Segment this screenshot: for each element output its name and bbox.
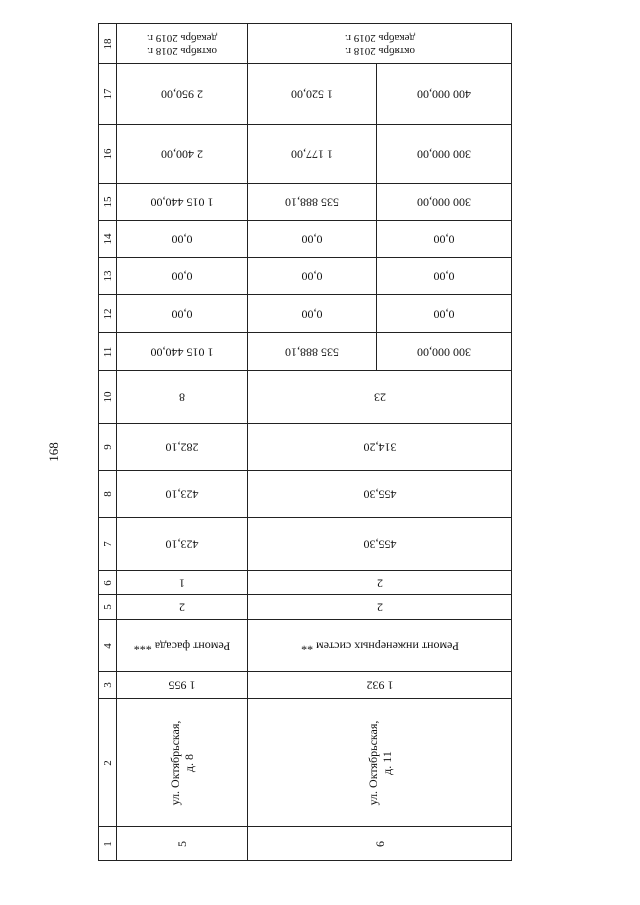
cell: 0,00	[116, 295, 247, 332]
table-row	[98, 620, 512, 672]
cell: ул. Октябрьская, д. 8	[116, 699, 247, 826]
column-number: 16	[98, 125, 116, 183]
column-number: 14	[98, 221, 116, 257]
cell: 5	[116, 827, 247, 860]
cell: 2 950,00	[116, 64, 247, 124]
cell: 2	[247, 571, 512, 594]
cell: 2	[247, 595, 512, 619]
cell: 2	[116, 595, 247, 619]
column-number: 10	[98, 371, 116, 423]
column-number: 3	[98, 672, 116, 698]
column-number: 17	[98, 64, 116, 124]
cell: 1 177,00 300 000,00	[247, 125, 512, 183]
column-number: 6	[98, 571, 116, 594]
cell: 23	[247, 371, 512, 423]
cell: 0,00	[116, 258, 247, 294]
column-number: 12	[98, 295, 116, 332]
cell: 8	[116, 371, 247, 423]
cell: 535 888,10 300 000,00	[247, 333, 512, 370]
cell: ул. Октябрьская, д. 11	[247, 699, 512, 826]
cell: 1	[116, 571, 247, 594]
column-number: 2	[98, 699, 116, 826]
cell: 455,30	[247, 518, 512, 570]
table-row	[98, 64, 512, 125]
column-number: 11	[98, 333, 116, 370]
cell: 1 520,00 400 000,00	[247, 64, 512, 124]
table-row	[98, 371, 512, 424]
table-row	[98, 424, 512, 471]
cell: 0,00 0,00	[247, 221, 512, 257]
table-row	[98, 221, 512, 258]
cell: 0,00 0,00	[247, 258, 512, 294]
cell: Ремонт фасада ***	[116, 620, 247, 671]
column-number: 15	[98, 184, 116, 220]
cell: 6	[247, 827, 512, 860]
table-row	[98, 125, 512, 184]
cell: 455,30	[247, 471, 512, 517]
table-row	[98, 258, 512, 295]
cell: 1 932	[247, 672, 512, 698]
table-row	[98, 827, 512, 861]
cell: 314,20	[247, 424, 512, 470]
cell: 535 888,10 300 000,00	[247, 184, 512, 220]
page-number: 168	[46, 442, 61, 462]
table-row	[98, 184, 512, 221]
table-row	[98, 333, 512, 371]
column-number: 5	[98, 595, 116, 619]
cell: 423,10	[116, 471, 247, 517]
table-row	[98, 471, 512, 518]
column-number: 1	[98, 827, 116, 860]
cell: 1 955	[116, 672, 247, 698]
rotated-table	[98, 23, 512, 861]
column-number: 18	[98, 24, 116, 63]
table-row	[98, 672, 512, 699]
table-row	[98, 571, 512, 595]
cell: октябрь 2018 г. декабрь 2019 г.	[116, 24, 247, 63]
column-number: 13	[98, 258, 116, 294]
table-row	[98, 595, 512, 620]
table-row	[98, 295, 512, 333]
column-number: 4	[98, 620, 116, 671]
cell: Ремонт инженерных систем **	[247, 620, 512, 671]
cell: 0,00	[116, 221, 247, 257]
cell: октябрь 2018 г. декабрь 2019 г.	[247, 24, 512, 63]
cell: 1 015 440,00	[116, 333, 247, 370]
cell: 282,10	[116, 424, 247, 470]
column-number: 7	[98, 518, 116, 570]
cell: 1 015 440,00	[116, 184, 247, 220]
table-row	[98, 518, 512, 571]
column-number: 9	[98, 424, 116, 470]
table-row	[98, 699, 512, 827]
cell: 423,10	[116, 518, 247, 570]
cell: 2 400,00	[116, 125, 247, 183]
column-number: 8	[98, 471, 116, 517]
table-row	[98, 23, 512, 64]
cell: 0,00 0,00	[247, 295, 512, 332]
